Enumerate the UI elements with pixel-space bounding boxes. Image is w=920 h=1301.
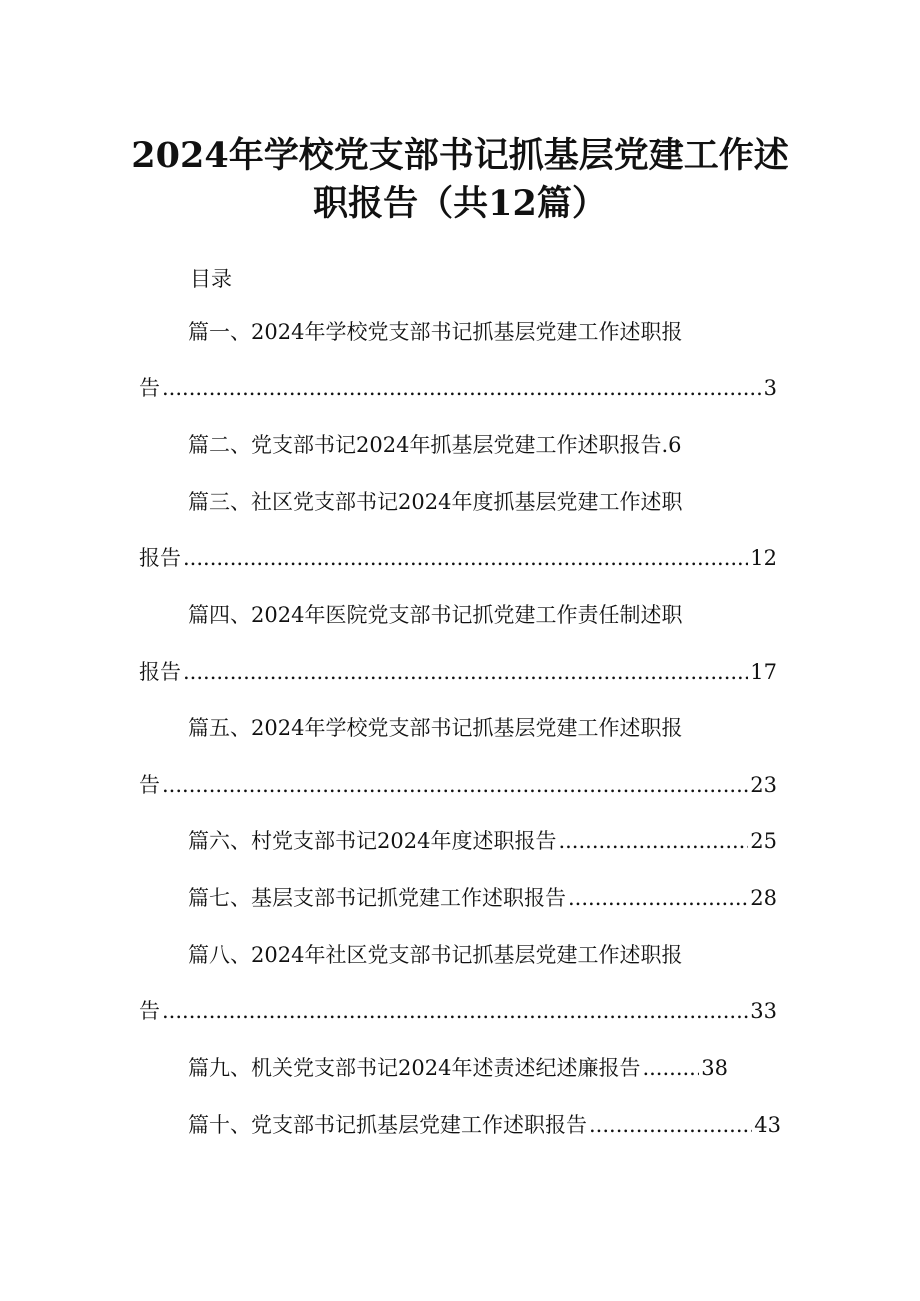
toc-entry-1-line-1[interactable]: 篇一、2024年学校党支部书记抓基层党建工作述职报 (188, 320, 683, 344)
toc-entry-8-page: 33 (750, 999, 777, 1023)
toc-entry-3-line-1[interactable]: 篇三、社区党支部书记2024年度抓基层党建工作述职 (188, 490, 683, 514)
toc-entry-7[interactable] (188, 884, 777, 912)
toc-entry-7-text: 篇七、基层支部书记抓党建工作述职报告 (188, 886, 566, 910)
toc-leader-dots (162, 997, 748, 1025)
toc-entry-5-line-1[interactable]: 篇五、2024年学校党支部书记抓基层党建工作述职报 (188, 716, 683, 740)
toc-entry-8-text: 告 (139, 999, 160, 1023)
toc-entry-10-page: 43 (754, 1113, 781, 1137)
toc-leader-dots (589, 1111, 752, 1139)
toc-entry-5-text: 告 (139, 773, 160, 797)
toc-entry-4-line-1[interactable]: 篇四、2024年医院党支部书记抓党建工作责任制述职 (188, 603, 683, 627)
toc-entry-10[interactable] (188, 1111, 781, 1139)
toc-leader-dots (162, 771, 748, 799)
toc-entry-2[interactable]: 篇二、党支部书记2024年抓基层党建工作述职报告.6 (188, 433, 682, 457)
toc-entry-7-page: 28 (750, 886, 777, 910)
toc-entry-9-text: 篇九、机关党支部书记2024年述责述纪述廉报告 (188, 1056, 641, 1080)
toc-entry-4-text: 报告 (139, 660, 181, 684)
toc-entry-6[interactable] (188, 827, 777, 855)
toc-leader-dots (183, 544, 748, 572)
toc-entry-6-page: 25 (750, 829, 777, 853)
document-title-line-1: 2024年学校党支部书记抓基层党建工作述 (131, 135, 789, 176)
toc-leader-dots (162, 374, 762, 402)
toc-leader-dots (183, 658, 748, 686)
toc-entry-4-line-2[interactable] (139, 658, 777, 686)
toc-entry-8-line-2[interactable] (139, 997, 777, 1025)
toc-entry-10-text: 篇十、党支部书记抓基层党建工作述职报告 (188, 1113, 587, 1137)
toc-leader-dots (558, 827, 748, 855)
toc-entry-3-text: 报告 (139, 546, 181, 570)
toc-entry-4-page: 17 (750, 660, 777, 684)
toc-heading: 目录 (190, 267, 232, 291)
toc-entry-5-line-2[interactable] (139, 771, 777, 799)
toc-entry-8-line-1[interactable]: 篇八、2024年社区党支部书记抓基层党建工作述职报 (188, 943, 683, 967)
document-title-line-2: 职报告（共12篇） (313, 183, 607, 224)
toc-entry-9-page: 38 (701, 1056, 728, 1080)
toc-entry-3-line-2[interactable] (139, 544, 777, 572)
toc-leader-dots (568, 884, 748, 912)
toc-entry-6-text: 篇六、村党支部书记2024年度述职报告 (188, 829, 557, 853)
toc-leader-dots (642, 1054, 699, 1082)
toc-entry-9[interactable] (188, 1054, 728, 1082)
toc-entry-3-page: 12 (750, 546, 777, 570)
toc-entry-1-page: 3 (763, 376, 777, 400)
toc-entry-5-page: 23 (750, 773, 777, 797)
toc-entry-1-text: 告 (139, 376, 160, 400)
toc-entry-1-line-2[interactable] (139, 374, 777, 402)
